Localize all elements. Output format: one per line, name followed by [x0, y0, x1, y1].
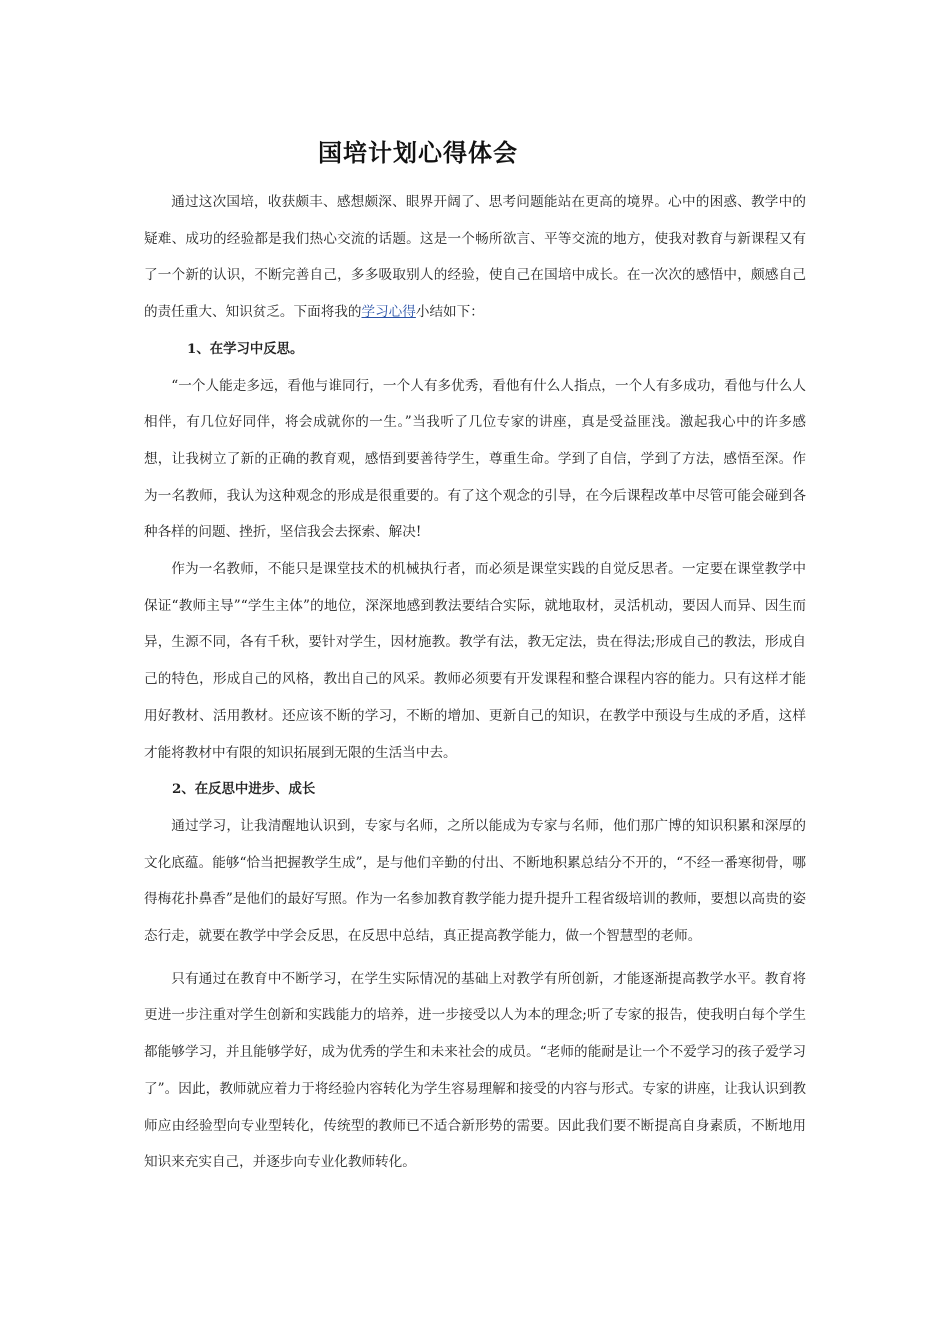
- document-body: [144, 184, 806, 1181]
- study-notes-link[interactable]: 学习心得: [361, 304, 416, 321]
- section1-paragraph-1: “一个人能走多远，看他与谁同行，一个人有多优秀，看他有什么人指点，一个人有多成功，看他与什么人相伴，有几位好同伴，将会成就你的一生。”当我听了几位专家的讲座，真是受益匪浅。激起我心中的许多感想，让我树立了新的正确的教育观，感悟到要善待学生，尊重生命。学到了自信，学到了方法，感悟至深。作为一名教师，我认为这种观念的形成是很重要的。有了这个观念的引导，在今后课程改革中尽管可能会碰到各种各样的问题、挫折，坚信我会去探索、解决!: [144, 377, 806, 541]
- page-title: 国培计划心得体会: [318, 138, 518, 167]
- section-heading-1: 1、在学习中反思。: [187, 340, 304, 357]
- section2-paragraph-2: 只有通过在教育中不断学习，在学生实际情况的基础上对教学有所创新，才能逐渐提高教学水平。教育将更进一步注重对学生创新和实践能力的培养，进一步接受以人为本的理念;听了专家的报告，使我明白每个学生都能够学习，并且能够学好，成为优秀的学生和未来社会的成员。“老师的能耐是让一个不爱学习的孩子爱学习了”。因此，教师就应着力于将经验内容转化为学生容易理解和接受的内容与形式。专家的讲座，让我认识到教师应由经验型向专业型转化，传统型的教师已不适合新形势的需要。因此我们要不断提高自身素质，不断地用知识来充实自己，并逐步向专业化教师转化。: [144, 970, 806, 1171]
- section1-paragraph-2: 作为一名教师，不能只是课堂技术的机械执行者，而必须是课堂实践的自觉反思者。一定要在课堂教学中保证“教师主导”“学生主体”的地位，深深地感到教法要结合实际，就地取材，灵活机动，要因人而异、因生而异，生源不同，各有千秋，要针对学生，因材施教。教学有法，教无定法，贵在得法;形成自己的教法，形成自己的特色，形成自己的风格，教出自己的风采。教师必须要有开发课程和整合课程内容的能力。只有这样才能用好教材、活用教材。还应该不断的学习，不断的增加、更新自己的知识，在教学中预设与生成的矛盾，这样才能将教材中有限的知识拓展到无限的生活当中去。: [144, 561, 806, 761]
- section-heading-2: 2、在反思中进步、成长: [172, 781, 316, 798]
- section2-paragraph-1: 通过学习，让我清醒地认识到，专家与名师，之所以能成为专家与名师，他们那广博的知识积累和深厚的文化底蕴。能够“恰当把握教学生成”，是与他们辛勤的付出、不断地积累总结分不开的，“不经一番寒彻骨，哪得梅花扑鼻香”是他们的最好写照。作为一名参加教育教学能力提升提升工程省级培训的教师，要想以高贵的姿态行走，就要在教学中学会反思，在反思中总结，真正提高教学能力，做一个智慧型的老师。: [144, 817, 806, 945]
- intro-text-after-link: 小结如下：: [415, 304, 484, 321]
- intro-text-before-link: 通过这次国培，收获颇丰、感想颇深、眼界开阔了、思考问题能站在更高的境界。心中的困惑、教学中的疑难、成功的经验都是我们热心交流的话题。这是一个畅所欲言、平等交流的地方，使我对教育与新课程又有了一个新的认识，不断完善自己，多多吸取别人的经验，使自己在国培中成长。在一次次的感悟中，颇感自己的责任重大、知识贫乏。下面将我的: [144, 194, 806, 321]
- intro-paragraph: [144, 184, 806, 331]
